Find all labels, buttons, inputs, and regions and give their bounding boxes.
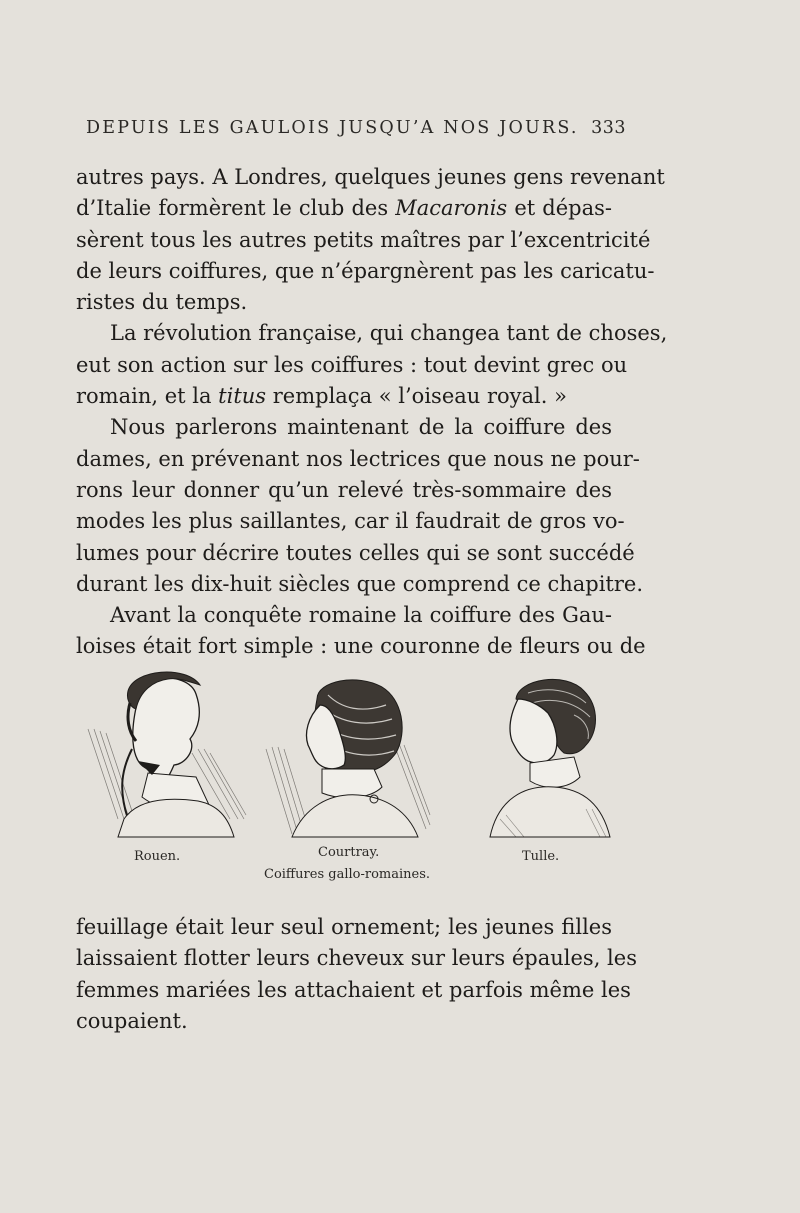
caption-tulle: Tulle. — [522, 849, 560, 864]
text-line: La révolution française, qui changea tant de choses, — [110, 321, 668, 346]
caption-rouen: Rouen. — [134, 849, 181, 864]
body-text-bottom — [76, 912, 637, 1037]
text-line: femmes mariées les attachaient et parfois même les — [76, 977, 631, 1002]
text-line: autres pays. A Londres, quelques jeunes gens revenant — [76, 165, 665, 189]
running-title: DEPUIS LES GAULOIS JUSQU’A NOS JOURS. — [86, 118, 579, 138]
engraving-figure — [76, 665, 616, 895]
caption-courtray: Courtray. — [318, 845, 380, 860]
figure-title: Coiffures gallo-romaines. — [264, 867, 431, 882]
page-number: 333 — [591, 118, 626, 138]
text-line-titus — [76, 381, 612, 412]
text-line: coupaient. — [76, 1008, 188, 1033]
body-text-top — [76, 162, 668, 663]
portrait-courtray — [262, 669, 432, 841]
text-line: modes les plus saillantes, car il faudrait de gros vo- — [76, 509, 625, 534]
text-segment: remplaça « l’oiseau royal. » — [266, 384, 567, 409]
text-line: sèrent tous les autres petits maîtres par l’excentricité — [76, 227, 651, 252]
italic-term: Macaronis — [395, 196, 508, 221]
text-line: ristes du temps. — [76, 290, 248, 315]
text-line: laissaient flotter leurs cheveux sur leurs épaules, les — [76, 946, 637, 971]
text-line: rons leur donner qu’un relevé très-sommaire des — [76, 477, 612, 502]
text-line: Avant la conquête romaine la coiffure des Gau- — [110, 603, 612, 628]
text-line: dames, en prévenant nos lectrices que nous ne pour- — [76, 446, 640, 471]
text-line: loises était fort simple : une couronne de fleurs ou de — [76, 634, 646, 659]
italic-term: titus — [218, 384, 267, 409]
text-line: Nous parlerons maintenant de la coiffure des — [110, 415, 612, 440]
text-segment: romain, et la — [76, 384, 219, 409]
text-segment: et dépas- — [507, 196, 612, 221]
text-line-macaronis — [76, 193, 612, 224]
text-line: durant les dix-huit siècles que comprend ce chapitre. — [76, 571, 643, 596]
portrait-rouen — [78, 669, 248, 841]
text-line: eut son action sur les coiffures : tout devint grec ou — [76, 352, 628, 377]
portrait-tulle — [476, 669, 616, 841]
text-line: lumes pour décrire toutes celles qui se sont succédé — [76, 540, 635, 565]
text-line: feuillage était leur seul ornement; les jeunes filles — [76, 915, 612, 939]
text-segment: d’Italie formèrent le club des — [76, 196, 396, 221]
text-line: de leurs coiffures, que n’épargnèrent pas les caricatu- — [76, 258, 655, 283]
